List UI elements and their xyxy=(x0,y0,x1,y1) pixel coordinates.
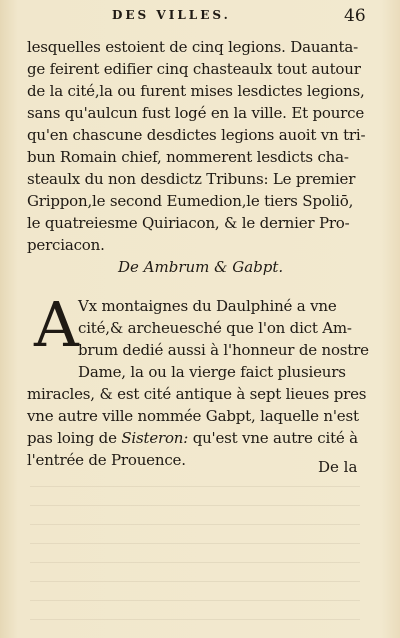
text-line: cité,& archeuesché que l'on dict Am- xyxy=(78,319,352,337)
text-line xyxy=(27,428,358,448)
page-number: 46 xyxy=(344,6,366,26)
place-name-italic: Sisteron: xyxy=(121,429,189,447)
running-head: DES VILLES. xyxy=(112,8,231,22)
text-line: miracles, & est cité antique à sept lieues pres xyxy=(27,385,367,403)
text-line: lesquelles estoient de cinq legions. Dauanta- xyxy=(27,38,358,56)
text-line: l'entrée de Prouence. xyxy=(27,451,186,469)
text-line: Grippon,le second Eumedion,le tiers Spoliō, xyxy=(27,192,354,210)
text-line: perciacon. xyxy=(27,236,105,254)
text-line: de la cité,la ou furent mises lesdictes legions, xyxy=(27,82,365,100)
text-line: steaulx du non desdictz Tribuns: Le premier xyxy=(27,170,356,188)
section-heading: De Ambrum & Gabpt. xyxy=(118,258,284,276)
text-line: qu'en chascune desdictes legions auoit vn tri- xyxy=(27,126,366,144)
text-line: bun Romain chief, nommerent lesdicts cha- xyxy=(27,148,349,166)
text-line: vne autre ville nommée Gabpt, laquelle n'est xyxy=(27,407,359,425)
text-line: ge feirent edifier cinq chasteaulx tout autour xyxy=(27,60,361,78)
text-line: le quatreiesme Quiriacon, & le dernier Pro- xyxy=(27,214,350,232)
text-run: pas loing de xyxy=(27,429,122,447)
page-header xyxy=(0,6,400,28)
catchword: De la xyxy=(318,458,358,476)
drop-cap: A xyxy=(34,288,79,361)
show-through-texture xyxy=(30,470,360,620)
text-line: sans qu'aulcun fust logé en la ville. Et pource xyxy=(27,104,365,122)
text-line: Dame, la ou la vierge faict plusieurs xyxy=(78,363,346,381)
text-run: qu'est vne autre cité à xyxy=(188,429,358,447)
text-line: Vx montaignes du Daulphiné a vne xyxy=(78,297,337,315)
text-line: brum dedié aussi à l'honneur de nostre xyxy=(78,341,369,359)
